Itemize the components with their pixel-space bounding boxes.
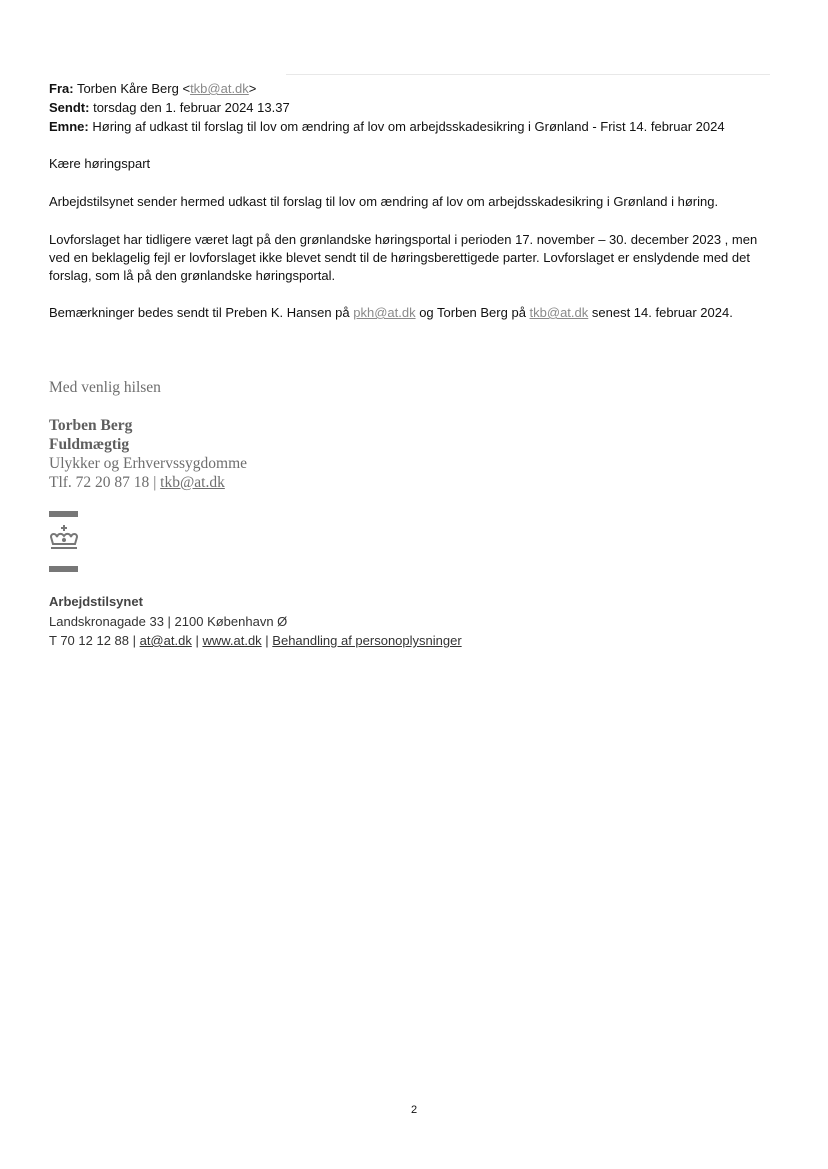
- crown-icon: [48, 524, 80, 557]
- signature-name: Torben Berg: [49, 417, 133, 434]
- signature-phone: Tlf. 72 20 87 18: [49, 474, 150, 491]
- subject-label: Emne:: [49, 119, 89, 134]
- closing: Med venlig hilsen: [49, 379, 161, 396]
- tkb-email-link[interactable]: tkb@at.dk: [529, 305, 589, 320]
- sent-label: Sendt:: [49, 100, 90, 115]
- footer-address: Landskronagade 33 | 2100 København Ø: [49, 614, 288, 629]
- subject-line: [49, 118, 725, 136]
- signature-email-link[interactable]: tkb@at.dk: [160, 474, 225, 491]
- sent-value: torsdag den 1. februar 2024 13.37: [93, 100, 290, 115]
- paragraph-3-text-c: senest 14. februar 2024.: [588, 305, 733, 320]
- paragraph-3: [49, 304, 749, 322]
- from-name: Torben Kåre Berg <: [76, 81, 191, 96]
- signature-title: Fuldmægtig: [49, 436, 130, 453]
- greeting: Kære høringspart: [49, 156, 151, 171]
- footer-org: Arbejdstilsynet: [49, 594, 143, 609]
- signature-department: Ulykker og Erhvervssygdomme: [49, 455, 248, 472]
- from-email-link[interactable]: tkb@at.dk: [190, 81, 249, 96]
- from-line: [49, 80, 256, 98]
- footer-separator: |: [261, 633, 273, 648]
- footer-website-link[interactable]: www.at.dk: [202, 633, 262, 648]
- footer-separator: |: [191, 633, 203, 648]
- signature-contact: [49, 473, 225, 492]
- signature-separator: |: [149, 474, 161, 491]
- from-label: Fra:: [49, 81, 74, 96]
- sent-line: [49, 99, 290, 117]
- logo-bar-top: [49, 511, 78, 517]
- paragraph-3-text-a: Bemærkninger bedes sendt til Preben K. Hansen på: [49, 305, 354, 320]
- subject-value: Høring af udkast til forslag til lov om ændring af lov om arbejdsskadesikring i Grønland - Frist 14. februar 2024: [92, 119, 725, 134]
- page-number: 2: [410, 1104, 418, 1116]
- footer-contact: [49, 632, 462, 650]
- paragraph-3-text-b: og Torben Berg på: [415, 305, 530, 320]
- header-rule: [286, 74, 770, 75]
- footer-email-link[interactable]: at@at.dk: [139, 633, 192, 648]
- paragraph-1: Arbejdstilsynet sender hermed udkast til forslag til lov om ændring af lov om arbejdsskadesikring i Grønland i høring.: [49, 194, 719, 209]
- footer-phone: T 70 12 12 88 |: [49, 633, 140, 648]
- logo-bar-bottom: [49, 566, 78, 572]
- paragraph-2: Lovforslaget har tidligere været lagt på den grønlandske høringsportal i perioden 17. november – 30. december 2023 , men ved en beklagelig fejl er lovforslaget ikke blevet sendt til de høringsberettigede parter. Lovforslaget er enslydende med det forslag, som lå på den grønlandske høringsportal.: [49, 232, 758, 283]
- pkh-email-link[interactable]: pkh@at.dk: [353, 305, 416, 320]
- from-close: >: [248, 81, 257, 96]
- footer-privacy-link[interactable]: Behandling af personoplysninger: [272, 633, 462, 648]
